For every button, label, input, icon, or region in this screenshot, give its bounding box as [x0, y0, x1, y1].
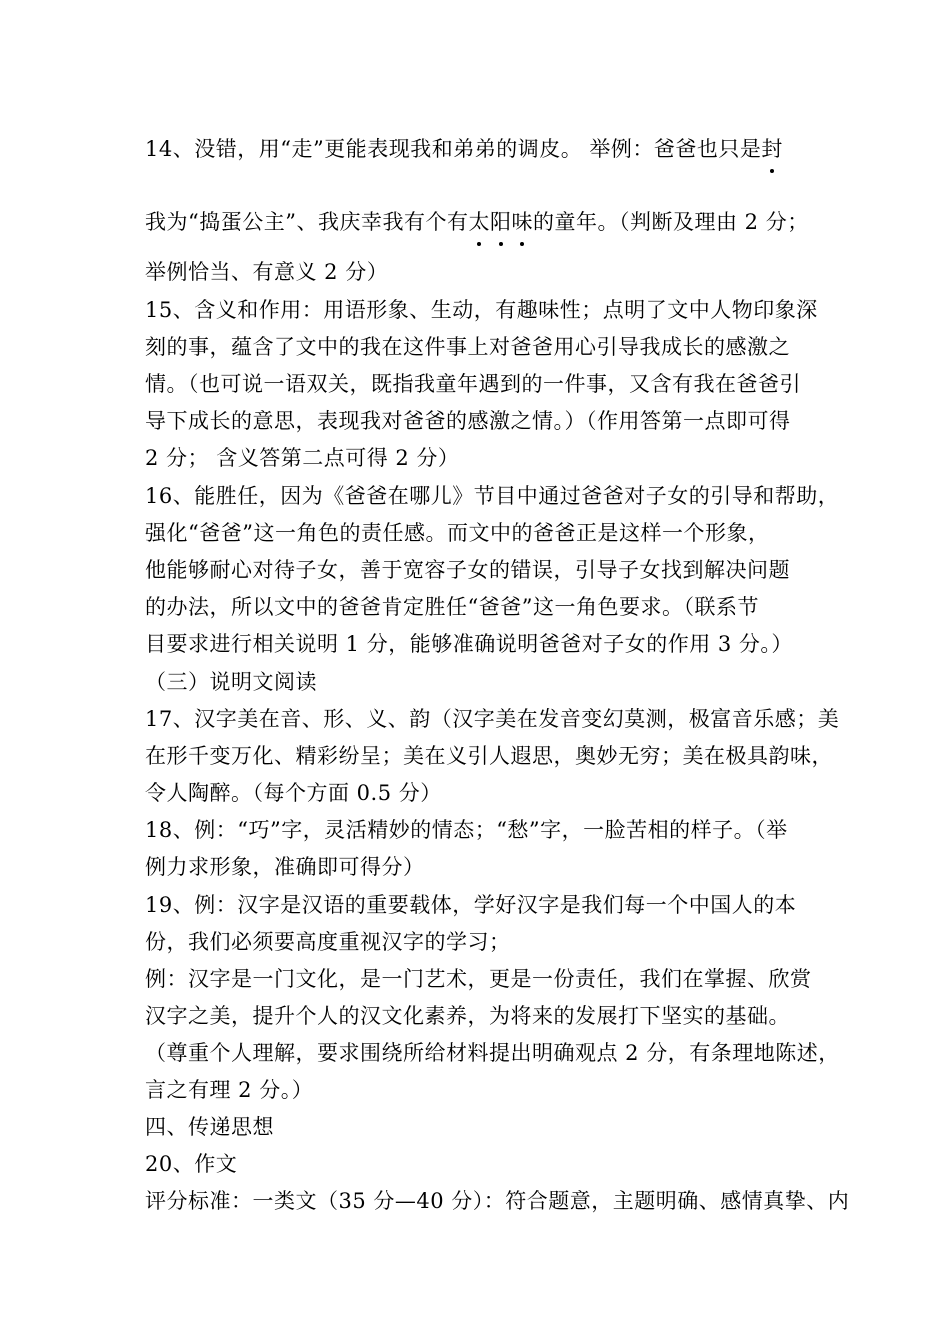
- answer-17-line-2: 在形千变万化、精彩纷呈；美在义引人遐思，奥妙无穷；美在极具韵味，: [145, 744, 833, 768]
- section-heading-ideas: 四、传递思想: [145, 1115, 274, 1139]
- answer-20-criteria-line-1: 评分标准：一类文（35 分—40 分）：符合题意，主题明确、感情真挚、内: [145, 1189, 850, 1213]
- emphasis-dot-char: 味: [511, 206, 533, 238]
- emphasis-dot-char: 太: [468, 206, 490, 238]
- answer-19-line-5: （尊重个人理解，要求围绕所给材料提出明确观点 2 分，有条理地陈述，: [145, 1041, 840, 1065]
- answer-19-line-3: 例：汉字是一门文化，是一门艺术，更是一份责任，我们在掌握、欣赏: [145, 967, 812, 991]
- answer-19-line-2: 份，我们必须要高度重视汉字的学习；: [145, 930, 511, 954]
- answer-14-line-2: [145, 206, 825, 238]
- answer-15-line-4: 导下成长的意思，表现我对爸爸的感激之情。）（作用答第一点即可得: [145, 409, 791, 433]
- answer-15-line-2: 刻的事，蕴含了文中的我在这件事上对爸爸用心引导我成长的感激之: [145, 335, 790, 359]
- text-segment: 我为“捣蛋公主”、我庆幸我有个有: [145, 210, 469, 234]
- answer-18-line-1: 18、例：“巧”字，灵活精妙的情态；“愁”字，一脸苦相的样子。（举: [145, 818, 788, 842]
- answer-17-line-1: 17、汉字美在音、形、义、韵（汉字美在发音变幻莫测，极富音乐感；美: [145, 707, 840, 731]
- answer-15-line-3: 情。（也可说一语双关，既指我童年遇到的一件事，又含有我在爸爸引: [145, 372, 801, 396]
- answer-16-line-4: 的办法，所以文中的爸爸肯定胜任“爸爸”这一角色要求。（联系节: [145, 595, 759, 619]
- answer-18-line-2: 例力求形象，准确即可得分）: [145, 855, 425, 879]
- answer-20-title: 20、作文: [145, 1152, 238, 1176]
- emphasis-dot-char: 阳: [490, 206, 512, 238]
- answer-16-line-5: 目要求进行相关说明 1 分，能够准确说明爸爸对子女的作用 3 分。）: [145, 632, 793, 656]
- answer-19-line-6: 言之有理 2 分。）: [145, 1078, 314, 1102]
- answer-15-line-1: 15、含义和作用：用语形象、生动，有趣味性；点明了文中人物印象深: [145, 298, 818, 322]
- text-segment: 的童年。（判断及理由 2 分；: [532, 210, 809, 234]
- answer-14-line-1: [145, 133, 825, 165]
- answer-16-line-1: 16、能胜任，因为《爸爸在哪儿》节目中通过爸爸对子女的引导和帮助，: [145, 484, 840, 508]
- answer-14-line-3: 举例恰当、有意义 2 分）: [145, 260, 389, 284]
- answer-16-line-3: 他能够耐心对待子女，善于宽容子女的错误，引导子女找到解决问题: [145, 558, 790, 582]
- answer-16-line-2: 强化“爸爸”这一角色的责任感。而文中的爸爸正是这样一个形象，: [145, 521, 770, 545]
- text-segment: 14、没错，用“走”更能表现我和弟弟的调皮。 举例：爸爸也只是: [145, 137, 762, 161]
- section-heading-expository: （三）说明文阅读: [145, 670, 317, 694]
- emphasis-dot-char: 封: [761, 133, 783, 165]
- answer-19-line-1: 19、例：汉字是汉语的重要载体，学好汉字是我们每一个中国人的本: [145, 893, 797, 917]
- answer-19-line-4: 汉字之美，提升个人的汉文化素养，为将来的发展打下坚实的基础。: [145, 1004, 790, 1028]
- answer-17-line-3: 令人陶醉。（每个方面 0.5 分）: [145, 781, 442, 805]
- answer-15-line-5: 2 分； 含义答第二点可得 2 分）: [145, 446, 460, 470]
